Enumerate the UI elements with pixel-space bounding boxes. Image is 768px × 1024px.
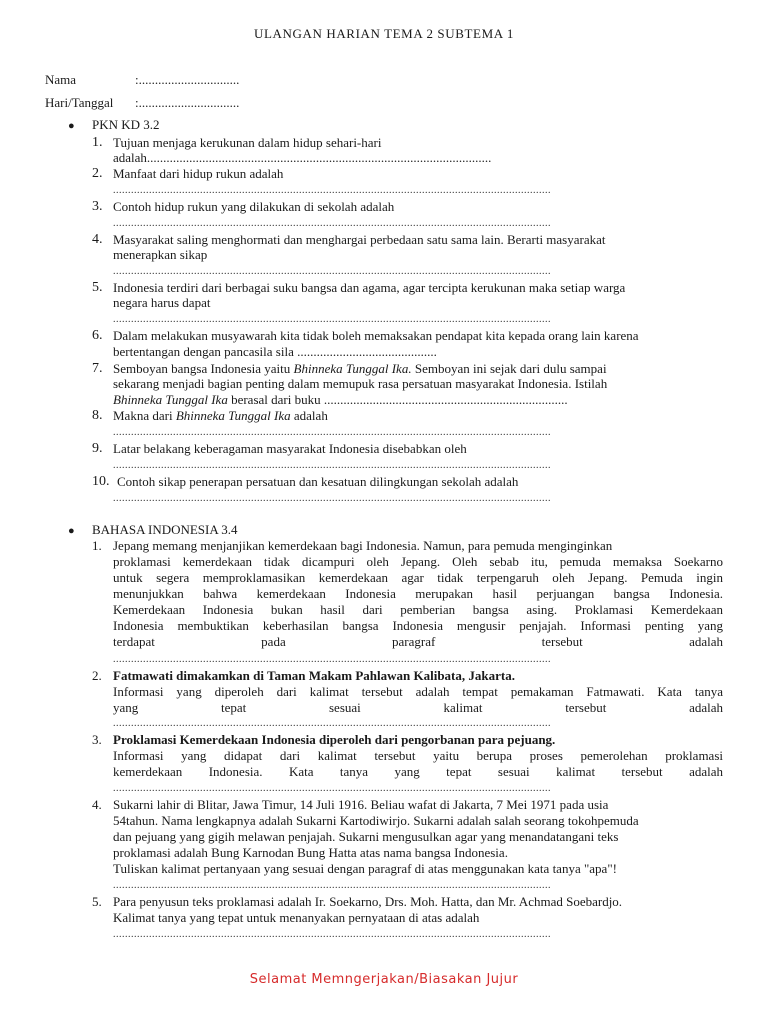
question-number: 9.: [92, 441, 103, 456]
question-text: Informasi yang diperoleh dari kalimat tersebut adalah tempat pemakaman Fatmawati. Kata tanya: [113, 684, 723, 699]
question-text: Informasi yang didapat dari kalimat tersebut yaitu berupa proses pemerolehan proklamasi: [113, 748, 723, 763]
question-text: negara harus dapat: [113, 295, 211, 310]
question-text: Contoh sikap penerapan persatuan dan kesatuan dilingkungan sekolah adalah: [117, 474, 519, 489]
answer-line[interactable]: berasal dari buku ...........................................................................: [227, 392, 568, 407]
question-text[interactable]: [113, 392, 725, 408]
name-field[interactable]: :...............................: [135, 72, 240, 87]
question-text: Sukarni lahir di Blitar, Jawa Timur, 14 Juli 1916. Beliau wafat di Jakarta, 7 Mei 1971 pada usia: [113, 797, 609, 812]
question-text: untuk segera memproklamasikan kemerdekaan agar tidak terpengaruh oleh Jepang. Pemuda ingin: [113, 570, 723, 585]
question-text: Para penyusun teks proklamasi adalah Ir. Soekarno, Drs. Moh. Hatta, dan Mr. Achmad Soebardjo.: [113, 894, 623, 909]
question-text: Semboyan ini sejak dari dulu sampai: [411, 361, 607, 376]
italic-term: Bhinneka Tunggal Ika.: [293, 361, 412, 376]
question-text: Semboyan bangsa Indonesia yaitu: [113, 361, 294, 376]
question-number: 7.: [92, 361, 103, 376]
date-field[interactable]: :...............................: [135, 95, 240, 110]
question-number: 1.: [92, 538, 102, 553]
answer-line[interactable]: adalah..........................................................................................................: [113, 150, 492, 165]
question-number: 4.: [92, 232, 103, 247]
question-text: Kalimat tanya yang tepat untuk menanyakan pernyataan di atas adalah: [113, 910, 480, 925]
answer-line[interactable]: ..................................................................................................................................................: [113, 880, 551, 891]
question-number: 3.: [92, 732, 102, 747]
question-text: menerapkan sikap: [113, 247, 208, 262]
question-text: terdapat pada paragraf tersebut adalah: [113, 634, 723, 649]
section-bullet: ●: [68, 525, 75, 537]
answer-line[interactable]: ..................................................................................................................................................: [113, 460, 551, 471]
question-text: proklamasi adalah Bung Karnodan Bung Hatta atas nama bangsa Indonesia.: [113, 845, 508, 860]
question-text: Contoh hidup rukun yang dilakukan di sekolah adalah: [113, 199, 395, 214]
question-text: [113, 408, 725, 424]
question-number: 5.: [92, 280, 103, 295]
answer-line[interactable]: ..................................................................................................................................................: [113, 929, 551, 940]
question-text: Masyarakat saling menghormati dan menghargai perbedaan satu sama lain. Berarti masyarakat: [113, 232, 606, 247]
name-label: Nama: [45, 72, 77, 87]
answer-line[interactable]: ..................................................................................................................................................: [113, 266, 551, 277]
answer-line[interactable]: ..................................................................................................................................................: [113, 783, 551, 794]
question-text: Indonesia membuktikan keberhasilan bangsa Indonesia mengusir penjajah. Informasi penting yang: [113, 618, 723, 633]
question-text: adalah: [290, 408, 328, 423]
question-number: 2.: [92, 166, 103, 181]
question-text: Makna dari: [113, 408, 176, 423]
worksheet-title: ULANGAN HARIAN TEMA 2 SUBTEMA 1: [254, 26, 514, 41]
question-statement: Fatmawati dimakamkan di Taman Makam Pahlawan Kalibata, Jakarta.: [113, 668, 515, 683]
section-bullet: ●: [68, 120, 75, 132]
question-text: Tuliskan kalimat pertanyaan yang sesuai dengan paragraf di atas menggunakan kata tanya "apa"!: [113, 861, 617, 876]
footer-message: Selamat Memngerjakan/Biasakan Jujur: [249, 972, 519, 987]
question-text: dan pejuang yang gigih melawan penjajah. Sukarni mengusulkan agar yang menandatangani teks: [113, 829, 619, 844]
question-number: 10.: [92, 474, 110, 489]
question-number: 4.: [92, 797, 102, 812]
question-number: 1.: [92, 135, 103, 150]
question-number: 8.: [92, 408, 103, 423]
question-number: 5.: [92, 894, 102, 909]
answer-line[interactable]: ..................................................................................................................................................: [113, 654, 551, 665]
date-label: Hari/Tanggal: [45, 95, 114, 110]
answer-line[interactable]: ..................................................................................................................................................: [113, 218, 551, 229]
answer-line[interactable]: ..................................................................................................................................................: [113, 493, 551, 504]
question-text: 54tahun. Nama lengkapnya adalah Sukarni Kartodiwirjo. Sukarni adalah salah seorang tokohpemuda: [113, 813, 639, 828]
question-text: yang tepat sesuai kalimat tersebut adalah: [113, 700, 723, 715]
question-statement: Proklamasi Kemerdekaan Indonesia diperoleh dari pengorbanan para pejuang.: [113, 732, 556, 747]
bahasa-section-title: BAHASA INDONESIA 3.4: [92, 522, 238, 537]
question-text: Latar belakang keberagaman masyarakat Indonesia disebabkan oleh: [113, 441, 467, 456]
answer-line[interactable]: ..................................................................................................................................................: [113, 718, 551, 729]
question-text: proklamasi kemerdekaan tidak dicampuri oleh Jepang. Oleh sebab itu, pemuda memaksa Soekarno: [113, 554, 723, 569]
answer-line[interactable]: ..................................................................................................................................................: [113, 427, 551, 438]
question-text: [113, 361, 725, 377]
question-text: Manfaat dari hidup rukun adalah: [113, 166, 284, 181]
question-text: kemerdekaan Indonesia. Kata tanya yang tepat sesuai kalimat tersebut adalah: [113, 764, 723, 779]
pkn-section-title: PKN KD 3.2: [92, 117, 160, 132]
question-text: menunjukkan bahwa kemerdekaan Indonesia merupakan hasil perjuangan bangsa Indonesia.: [113, 586, 723, 601]
italic-term: Bhinneka Tunggal Ika: [175, 408, 291, 423]
question-number: 3.: [92, 199, 103, 214]
question-text: Dalam melakukan musyawarah kita tidak boleh memaksakan pendapat kita kepada orang lain karena: [113, 328, 639, 343]
answer-line[interactable]: ..................................................................................................................................................: [113, 314, 551, 325]
question-text: Kemerdekaan Indonesia bukan hasil dari pemberian bangsa asing. Proklamasi Kemerdekaan: [113, 602, 723, 617]
question-text: sekarang menjadi bagian penting dalam memupuk rasa persatuan masyarakat Indonesia. Istilah: [113, 376, 608, 391]
question-text: bertentangan dengan pancasila sila ...........................................: [113, 344, 437, 359]
question-text: Jepang memang menjanjikan kemerdekaan bagi Indonesia. Namun, para pemuda menginginkan: [113, 538, 613, 553]
italic-term: Bhinneka Tunggal Ika: [113, 392, 228, 407]
question-number: 2.: [92, 668, 102, 683]
question-number: 6.: [92, 328, 103, 343]
question-text: Tujuan menjaga kerukunan dalam hidup sehari-hari: [113, 135, 382, 150]
answer-line[interactable]: ..................................................................................................................................................: [113, 185, 551, 196]
question-text: Indonesia terdiri dari berbagai suku bangsa dan agama, agar tercipta kerukunan maka setiap warga: [113, 280, 626, 295]
